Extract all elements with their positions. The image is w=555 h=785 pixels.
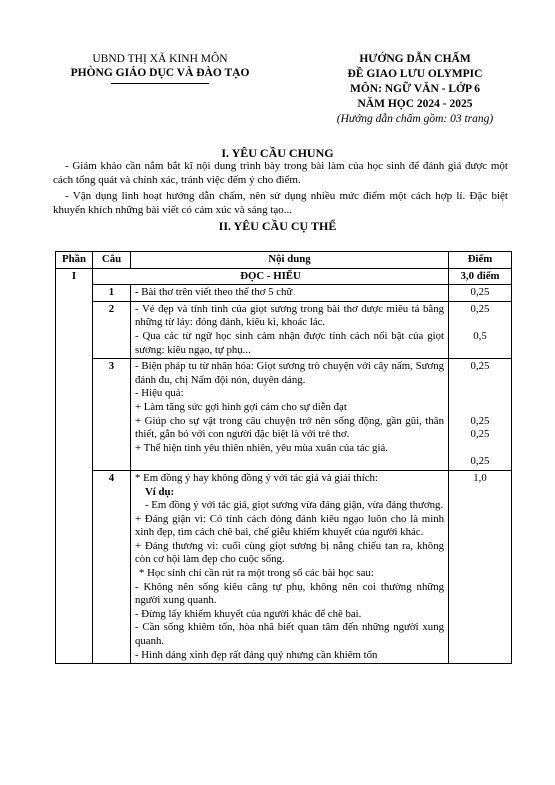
score-value: 0,25 — [470, 302, 490, 315]
answer-score: 0,25 — [449, 285, 512, 302]
score-value: 0,5 — [473, 329, 487, 342]
table-row — [56, 285, 512, 302]
answer-line: * Học sinh chỉ cần rút ra một trong số các bài học sau: — [139, 567, 374, 580]
part-score: 3,0 điểm — [449, 268, 512, 285]
spacer — [453, 442, 507, 456]
answer-line: - Biện pháp tu từ nhân hóa: Giọt sương trò chuyện với cây nấm, Sương đánh đu, chị Nấm đội nón, duyên dáng. — [135, 360, 444, 386]
answer-score — [449, 359, 512, 471]
score-value: 0,25 — [470, 455, 490, 468]
answer-line: Ví dụ: — [145, 485, 175, 498]
question-number: 3 — [93, 359, 131, 471]
spacer — [453, 387, 507, 401]
spacer — [453, 316, 507, 330]
answer-line: - Vẻ đẹp và tính tình của giọt sương trong bài thơ được miêu tả bằng những từ láy: đỏng đảnh, kiêu kì, khoác lác. — [135, 302, 444, 329]
table-row — [56, 359, 512, 471]
answer-line: - Qua các từ ngữ học sinh cảm nhận được tính cách nổi bật của giọt sương: kiêu ngạo, tự phụ... — [135, 329, 444, 356]
answer-line: - Cần sống khiêm tốn, hòa nhã biết quan tâm đến những người xung quanh. — [135, 621, 444, 648]
header-left — [55, 52, 265, 84]
subject: MÔN: NGỮ VĂN - LỚP 6 — [349, 83, 480, 95]
table-row — [56, 470, 512, 663]
col-header-cau: Câu — [93, 252, 131, 269]
general-requirement-1: - Giám khảo cần nắm bắt kĩ nội dung trình bày trong bài làm của học sinh để đánh giá được một cách tổng quát và chính xác, tránh việc đếm ý cho điểm. — [53, 160, 508, 186]
answer-content — [131, 301, 449, 358]
answer-content — [131, 359, 449, 471]
general-requirement-2: - Vận dụng linh hoạt hướng dẫn chấm, nên sử dụng nhiều mức điểm một cách hợp lí. Đặc biệt khuyến khích những bài viết có cảm xúc và sáng tạo... — [53, 190, 508, 216]
answer-line: - Không nên sống kiêu căng tự phụ, không nên coi thường những người xung quanh. — [135, 580, 444, 607]
answer-line: - Em đồng ý với tác giả, giọt sương vừa đáng giận, vừa đáng thương. — [145, 499, 444, 512]
grading-table — [55, 251, 512, 664]
score-value: 0,25 — [470, 428, 490, 441]
part-title: ĐỌC - HIỂU — [93, 268, 449, 285]
answer-score: 1,0 — [449, 470, 512, 663]
school-year: NĂM HỌC 2024 - 2025 — [357, 98, 473, 110]
table-header-row — [56, 252, 512, 269]
answer-line: + Đáng thương vì: cuối cùng giọt sương bị nắng chiếu tan ra, không còn cơ hội làm đẹp cho cuộc sống. — [135, 539, 444, 566]
department-name: UBND THỊ XÃ KINH MÔN — [92, 53, 228, 65]
answer-content — [131, 285, 449, 302]
section-2-title: II. YÊU CẦU CỤ THỂ — [218, 219, 337, 233]
answer-line: - Hình dáng xinh đẹp rất đáng quý nhưng cần khiêm tốn — [135, 648, 378, 661]
spacer — [453, 401, 507, 415]
score-value: 0,25 — [470, 414, 490, 427]
page-count-note: (Hướng dẫn chấm gồm: 03 trang) — [336, 113, 494, 125]
part-number: I — [56, 268, 93, 664]
spacer — [453, 374, 507, 388]
question-number: 1 — [93, 285, 131, 302]
col-header-diem: Điểm — [449, 252, 512, 269]
part-row — [56, 268, 512, 285]
answer-line: - Bài thơ trên viết theo thể thơ 5 chữ — [135, 286, 293, 299]
header-underline — [111, 83, 209, 84]
answer-line: - Hiệu quả: — [135, 387, 184, 400]
answer-score — [449, 301, 512, 358]
answer-line: + Làm tăng sức gợi hình gợi cảm cho sự diễn đạt — [135, 400, 347, 413]
answer-content — [131, 470, 449, 663]
question-number: 4 — [93, 470, 131, 663]
section-1-title: I. YÊU CẦU CHUNG — [221, 146, 334, 160]
answer-line: - Đừng lấy khiếm khuyết của người khác để chê bai. — [135, 607, 362, 620]
question-number: 2 — [93, 301, 131, 358]
table-row — [56, 301, 512, 358]
header-right — [305, 52, 525, 127]
answer-line: + Giúp cho sự vật trong câu chuyện trở nên sống động, gần gũi, thân thiết, gắn bó với con người đặc biệt là với trẻ thơ. — [135, 414, 444, 441]
answer-line: + Thể hiện tình yêu thiên nhiên, yêu mùa xuân của tác giả. — [135, 441, 388, 454]
answer-line: + Đáng giận vì: Có tính cách đỏng đảnh kiêu ngạo luôn cho là mình xinh đẹp, tìm cách chê bai, chế giễu khiếm khuyết của người khác. — [135, 512, 444, 539]
col-header-noidung: Nội dung — [131, 252, 449, 269]
doc-type: HƯỚNG DẪN CHẤM — [359, 53, 471, 65]
col-header-phan: Phần — [56, 252, 93, 269]
office-name: PHÒNG GIÁO DỤC VÀ ĐÀO TẠO — [70, 67, 250, 79]
score-value: 0,25 — [470, 360, 490, 373]
exam-name: ĐỀ GIAO LƯU OLYMPIC — [347, 68, 483, 80]
answer-line: * Em đồng ý hay không đồng ý với tác giả và giải thích: — [135, 471, 378, 484]
